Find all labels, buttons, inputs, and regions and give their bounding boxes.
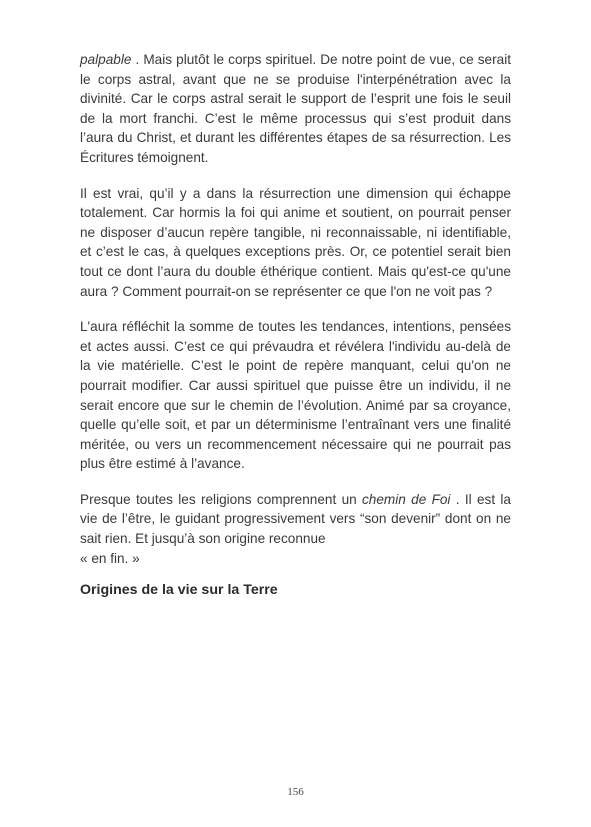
- paragraph-4-text-end: . Il est la vie de l’être, le guidant progressivement vers “son devenir” dont on ne sait rien. Et jusqu’à son origine reconnue: [80, 491, 511, 547]
- paragraph-3: L'aura réfléchit la somme de toutes les tendances, intentions, pensées et actes aussi. C’est ce qui prévaudra et révélera l'individu au-delà de la vie matérielle. C’est le point de repère manquant, celui qu'on ne pourrait modifier. Car aussi spirituel que puisse être un individu, il ne serait encore que sur le chemin de l’évolution. Animé par sa croyance, quelle qu’elle soit, et par un déterminisme l’entraînant vers une finalité méritée, ou vers un recommencement nécessaire qui ne pourrait pas plus être estimé à l’avance.: [80, 319, 511, 472]
- italic-phrase: chemin de Foi: [362, 491, 451, 507]
- body-text: [80, 50, 511, 600]
- italic-word: palpable: [80, 52, 132, 67]
- paragraph-2: Il est vrai, qu’il y a dans la résurrection une dimension qui échappe totalement. Car hormis la foi qui anime et soutient, on pourrait penser ne disposer d’aucun repère tangible, ni reconnaissable, ni identifiable, et c’est le cas, à quelques exceptions près. Or, ce potentiel serait bien tout ce dont l’aura du double éthérique contient. Mais qu'est-ce qu'une aura ? Comment pourrait-on se représenter ce que l'on ne voit pas ?: [80, 185, 511, 299]
- paragraph-1-text: . Mais plutôt le corps spirituel. De notre point de vue, ce serait le corps astral, avant que ne se produise l'interpénétration avec la divinité. Car le corps astral serait le support de l’esprit une fois le seuil de la mort franchi. C’est le même processus qui s’est produit dans l’aura du Christ, et durant les différentes étapes de sa résurrection. Les Écritures témoignent.: [80, 52, 511, 165]
- paragraph-1: [80, 50, 511, 168]
- paragraph-4-last-line: « en fin. »: [80, 550, 140, 566]
- paragraph-4-text-start: Presque toutes les religions comprennent un: [80, 491, 362, 507]
- paragraph-4: [80, 490, 511, 568]
- page-number: 156: [287, 786, 304, 798]
- section-heading: Origines de la vie sur la Terre: [80, 582, 278, 599]
